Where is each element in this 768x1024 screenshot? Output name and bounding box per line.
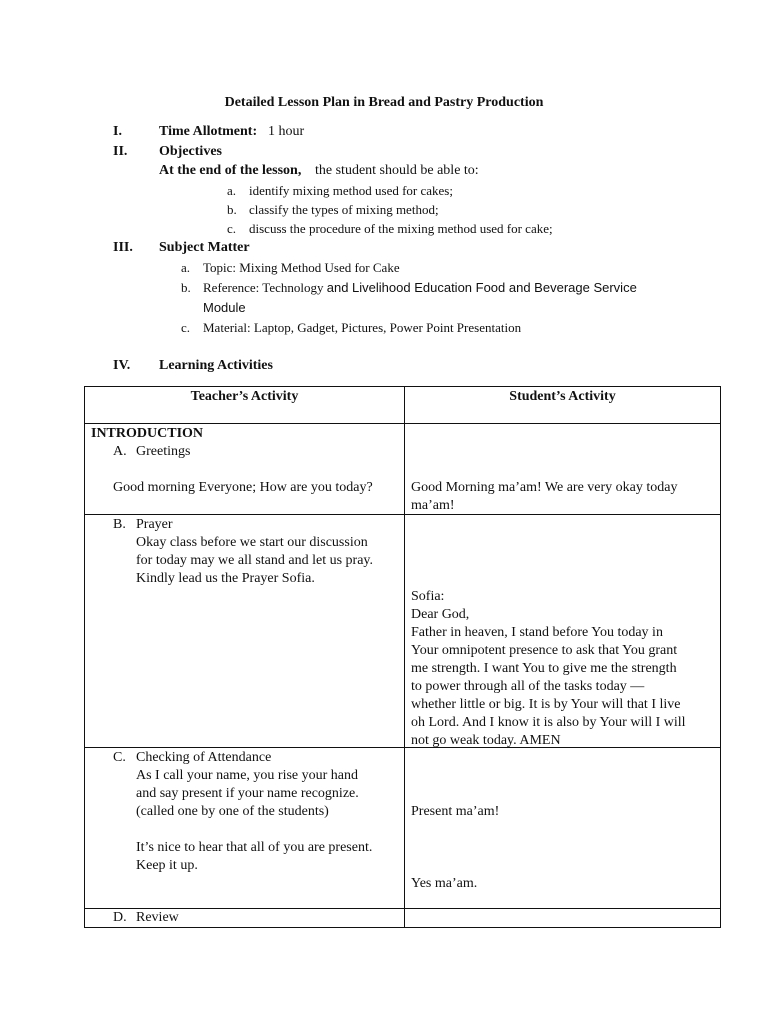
teacher-cell-attendance xyxy=(85,748,405,909)
prayer-teacher-line: Okay class before we start our discussion xyxy=(136,535,368,550)
subject-item-material: Material: Laptop, Gadget, Pictures, Power Point Presentation xyxy=(203,320,522,335)
prayer-label: Prayer xyxy=(136,517,173,532)
table-header-row xyxy=(85,387,721,424)
objective-marker: b. xyxy=(227,202,237,217)
subject-item-reference xyxy=(203,279,637,297)
teacher-activity-header: Teacher’s Activity xyxy=(85,387,405,424)
greetings-marker: A. xyxy=(113,444,127,459)
review-label: Review xyxy=(136,910,179,925)
prayer-marker: B. xyxy=(113,517,126,532)
reference-line-2: Module xyxy=(203,300,246,315)
objective-marker: c. xyxy=(227,221,237,236)
teacher-cell-review xyxy=(85,909,405,928)
subject-item-topic: Topic: Mixing Method Used for Cake xyxy=(203,260,400,275)
prayer-student-line: Father in heaven, I stand before You today in xyxy=(411,625,663,640)
section-numeral-time: I. xyxy=(113,124,122,139)
review-marker: D. xyxy=(113,910,127,925)
prayer-student-line: me strength. I want You to give me the strength xyxy=(411,661,677,676)
section-numeral-objectives: II. xyxy=(113,144,128,159)
introduction-heading: INTRODUCTION xyxy=(91,426,204,441)
prayer-student-line: whether little or big. It is by Your will that I live xyxy=(411,697,681,712)
attendance-teacher-line: and say present if your name recognize. xyxy=(136,786,359,801)
objectives-heading: Objectives xyxy=(159,144,222,159)
attendance-label: Checking of Attendance xyxy=(136,750,272,765)
table-row xyxy=(85,748,721,909)
prayer-student-line: to power through all of the tasks today — xyxy=(411,679,645,694)
greetings-label: Greetings xyxy=(136,444,191,459)
time-allotment-value: 1 hour xyxy=(268,124,305,139)
student-greeting-line: Good Morning ma’am! We are very okay today xyxy=(411,480,678,495)
student-greeting-line: ma’am! xyxy=(411,498,455,513)
prayer-teacher-line: for today may we all stand and let us pray. xyxy=(136,553,374,568)
teacher-greeting-line: Good morning Everyone; How are you today? xyxy=(113,480,373,495)
learning-activities-heading: Learning Activities xyxy=(159,358,273,373)
objective-item: identify mixing method used for cakes; xyxy=(249,183,453,198)
subject-marker: b. xyxy=(181,280,191,295)
prayer-student-line: Your omnipotent presence to ask that You grant xyxy=(411,643,678,658)
teacher-cell-introduction xyxy=(85,424,405,515)
prayer-student-line: oh Lord. And I know it is also by Your will I will xyxy=(411,715,686,730)
document-title: Detailed Lesson Plan in Bread and Pastry Production xyxy=(224,95,544,110)
objective-item: discuss the procedure of the mixing method used for cake; xyxy=(249,221,553,236)
attendance-teacher-line: It’s nice to hear that all of you are present. xyxy=(136,840,373,855)
objective-marker: a. xyxy=(227,183,237,198)
attendance-teacher-line: As I call your name, you rise your hand xyxy=(136,768,358,783)
student-cell-introduction xyxy=(405,424,721,515)
subject-marker: a. xyxy=(181,260,191,275)
table-row xyxy=(85,515,721,748)
attendance-student-present: Present ma’am! xyxy=(411,804,500,819)
objective-item: classify the types of mixing method; xyxy=(249,202,439,217)
attendance-teacher-line: (called one by one of the students) xyxy=(136,804,329,819)
student-cell-review xyxy=(405,909,721,928)
prayer-student-line: not go weak today. AMEN xyxy=(411,733,561,748)
subject-matter-heading: Subject Matter xyxy=(159,240,250,255)
section-numeral-subject: III. xyxy=(113,240,133,255)
reference-sans-text: and Livelihood Education Food and Beverage Service xyxy=(326,280,637,295)
student-cell-prayer xyxy=(405,515,721,748)
objectives-intro-bold: At the end of the lesson, xyxy=(159,163,302,178)
attendance-marker: C. xyxy=(113,750,126,765)
prayer-student-line: Sofia: xyxy=(411,589,445,604)
attendance-teacher-line: Keep it up. xyxy=(136,858,198,873)
time-allotment-label: Time Allotment: xyxy=(159,124,258,139)
attendance-student-yes: Yes ma’am. xyxy=(411,876,478,891)
student-activity-header: Student’s Activity xyxy=(405,387,721,424)
table-row xyxy=(85,424,721,515)
subject-marker: c. xyxy=(181,320,191,335)
section-numeral-activities: IV. xyxy=(113,358,131,373)
activities-table xyxy=(84,386,721,928)
student-cell-attendance xyxy=(405,748,721,909)
reference-serif-text: Reference: Technology xyxy=(203,280,324,295)
table-row xyxy=(85,909,721,928)
objectives-intro-text: the student should be able to: xyxy=(315,163,479,178)
prayer-teacher-line: Kindly lead us the Prayer Sofia. xyxy=(136,571,315,586)
prayer-student-line: Dear God, xyxy=(411,607,470,622)
teacher-cell-prayer xyxy=(85,515,405,748)
